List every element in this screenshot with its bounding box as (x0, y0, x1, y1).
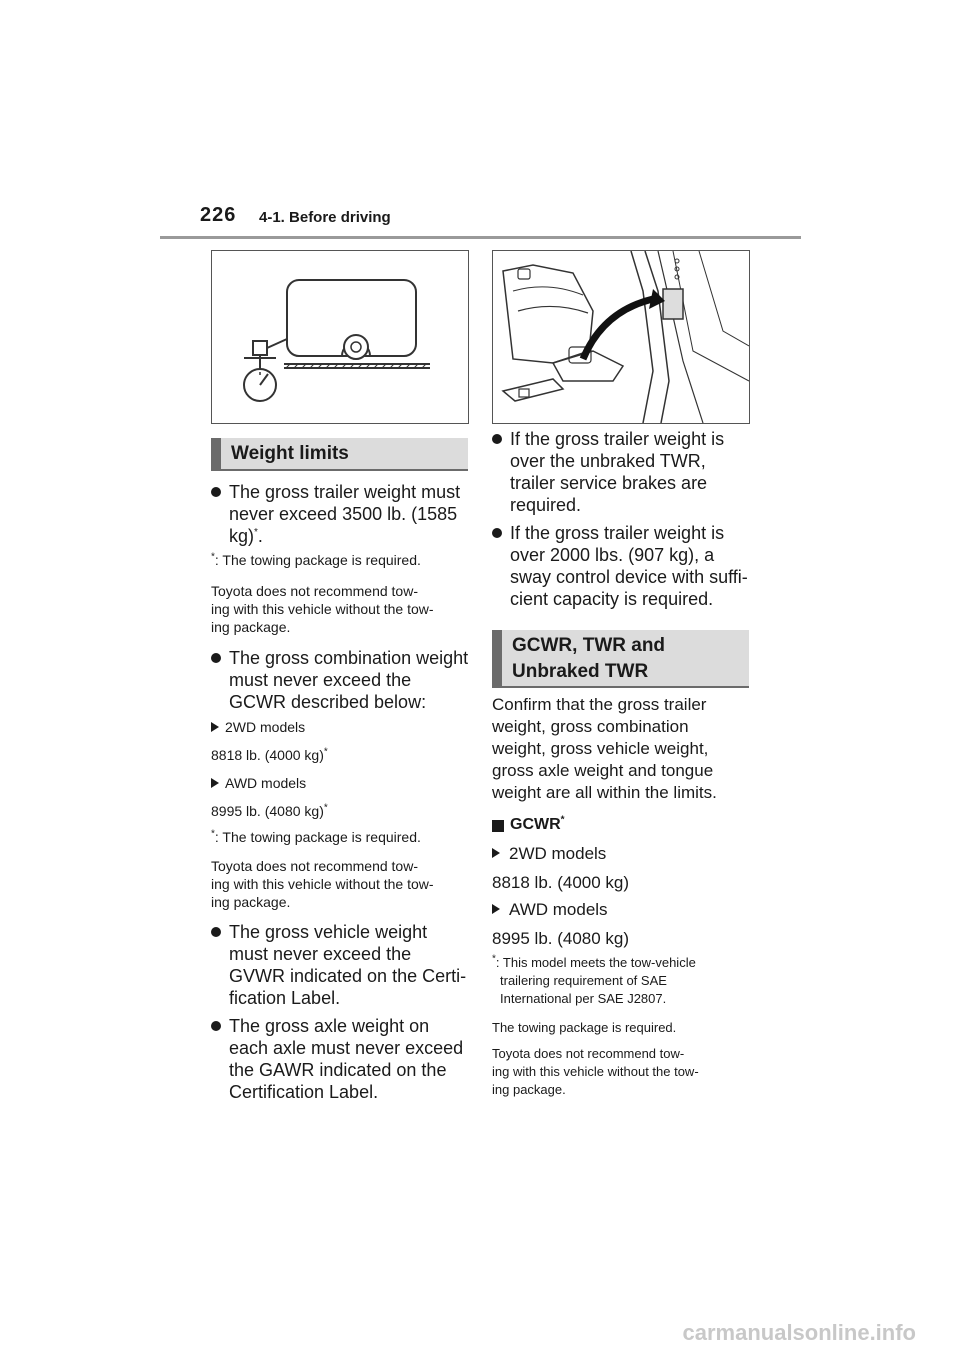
value-awd: 8995 lb. (4080 kg)* (211, 802, 328, 819)
value-2wd: 8818 lb. (4000 kg)* (211, 746, 328, 763)
right-value-awd: 8995 lb. (4080 kg) (492, 929, 630, 948)
bullet-gross-axle-weight: The gross axle weight on each axle must never exceed the GAWR indicated on the Certification Label. (211, 1015, 489, 1103)
bullet-unbraked-twr: If the gross trailer weight is over the unbraked TWR, trailer service brakes are required. (492, 428, 770, 516)
right-value-2wd: 8818 lb. (4000 kg) (492, 873, 630, 892)
bullet-gross-combination-weight: The gross combination weight must never exceed the GCWR described below: (211, 647, 489, 713)
bullet-gross-trailer-weight: The gross trailer weight must never exceed 3500 lb. (1585 kg)*. (211, 481, 489, 547)
weight-limits-heading: Weight limits (211, 438, 468, 471)
right-note: The towing package is required. Toyota does not recommend tow- ing with this vehicle without the tow- ing package. (492, 1020, 699, 1097)
bullet-sway-control: If the gross trailer weight is over 2000 lbs. (907 kg), a sway control device with suffi- cient capacity is required. (492, 522, 770, 610)
right-model-2wd: 2WD models (492, 844, 606, 864)
footnote-2: *: The towing package is required. (211, 828, 421, 845)
note-2: Toyota does not recommend tow- ing with this vehicle without the tow- ing package. (211, 858, 434, 910)
note-1: Toyota does not recommend tow- ing with this vehicle without the tow- ing package. (211, 583, 434, 635)
certification-label-location-illustration (492, 250, 750, 424)
right-model-awd: AWD models (492, 900, 608, 920)
page-header (160, 200, 801, 239)
watermark: carmanualsonline.info (682, 1320, 916, 1345)
bullet-gross-vehicle-weight: The gross vehicle weight must never exceed the GVWR indicated on the Certi- fication Label. (211, 921, 489, 1009)
right-footnote: *: This model meets the tow-vehicle trailering requirement of SAE International per SAE J2807. (492, 953, 696, 1006)
model-2wd: 2WD models (211, 719, 305, 735)
page-number: 226 (200, 204, 237, 226)
gcwr-subheading: GCWR* (492, 816, 565, 834)
model-awd: AWD models (211, 775, 306, 791)
footnote-1: *: The towing package is required. (211, 551, 421, 568)
gcwr-twr-heading: GCWR, TWR and Unbraked TWR (492, 630, 749, 688)
confirm-paragraph: Confirm that the gross trailer weight, gross combination weight, gross vehicle weight, gross axle weight and tongue weight are all within the limits. (492, 695, 717, 802)
trailer-scale-illustration (211, 250, 469, 424)
section-title: 4-1. Before driving (259, 209, 391, 226)
